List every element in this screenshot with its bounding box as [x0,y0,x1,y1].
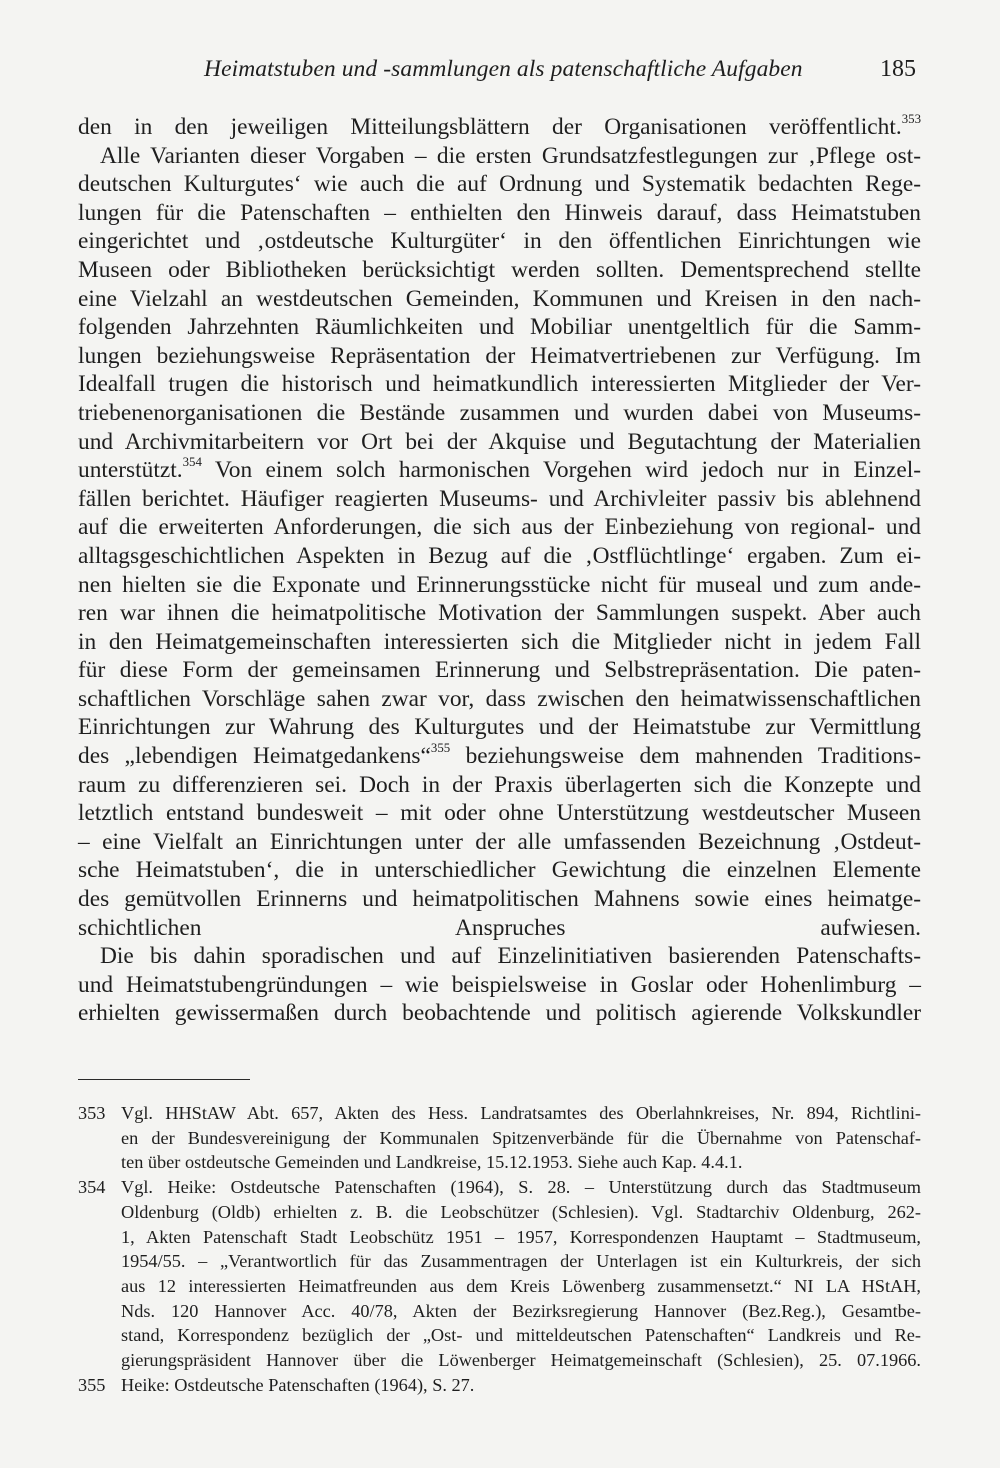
text-line: triebenenorganisationen die Bestände zusammen und wurden dabei von Museums- [78,399,921,426]
paragraph-3 [78,942,921,1028]
footnote-ref-354: 354 [182,454,202,469]
paragraph-2 [78,142,921,943]
footnote-line: ten über ostdeutsche Gemeinden und Landkreise, 15.12.1953. Siehe auch Kap. 4.4.1. [121,1152,743,1173]
text-line: Einrichtungen zur Wahrung des Kulturgutes und der Heimatstube zur Vermittlung [78,714,921,741]
footnote-line: Nds. 120 Hannover Acc. 40/78, Akten der Bezirksregierung Hannover (Bez.Reg.), Gesamtbe- [121,1300,921,1321]
text-line: auf die erweiterten Anforderungen, die sich aus der Einbeziehung von regional- und [78,514,921,541]
text-fragment: des „lebendigen Heimatgedankens“ [78,743,431,770]
text-line: lungen für die Patenschaften – enthielten den Hinweis darauf, dass Heimatstuben [78,199,921,226]
footnote-line: stand, Korrespondenz bezüglich der „Ost- und mitteldeutschen Patenschaften“ Landkreis und Re- [121,1325,921,1346]
text-line: letztlich entstand bundesweit – mit oder ohne Unterstützung westdeutscher Museen [78,800,921,827]
paragraph-1 [78,113,921,142]
text-line: Idealfall trugen die historisch und heimatkundlich interessierten Mitglieder der Ver- [78,371,921,398]
text-line [78,456,921,485]
text-line: folgenden Jahrzehnten Räumlichkeiten und Mobiliar unentgeltlich für die Samm- [78,314,921,341]
text-line: Alle Varianten dieser Vorgaben – die ersten Grundsatzfestlegungen zur ‚Pflege ost- [100,142,921,169]
text-fragment: Von einem solch harmonischen Vorgehen wird jedoch nur in Einzel- [201,457,921,484]
page-header [78,56,922,90]
text-line: erhielten gewissermaßen durch beobachtende und politisch agierende Volkskundler [78,1000,921,1027]
text-line: und Heimatstubengründungen – wie beispielsweise in Goslar oder Hohenlimburg – [78,971,921,998]
footnote-line: aus 12 interessierten Heimatfreunden aus dem Kreis Löwenberg zusammensetzt.“ NI LA HStAH, [121,1275,921,1296]
footnote-ref-353: 353 [901,111,921,126]
text-line: lungen beziehungsweise Repräsentation der Heimatvertriebenen zur Verfügung. Im [78,342,921,369]
text-fragment: beziehungsweise dem mahnenden Traditions- [450,743,921,770]
footnote-number: 355 [78,1374,106,1395]
footnote-353 [78,1101,921,1175]
text-line: und Archivmitarbeitern vor Ort bei der Akquise und Begutachtung der Materialien [78,428,921,455]
text-line: schichtlichen Anspruches aufwiesen. [78,914,921,941]
text-line: – eine Vielfalt an Einrichtungen unter der alle umfassenden Bezeichnung ‚Ostdeut- [78,828,921,855]
text-line: des gemütvollen Erinnerns und heimatpolitischen Mahnens sowie eines heimatge- [78,886,921,913]
footnote-354 [78,1175,921,1373]
text-line: alltagsgeschichtlichen Aspekten in Bezug auf die ‚Ostflüchtlinge‘ ergaben. Zum ei- [78,542,921,569]
footnote-line: 1, Akten Patenschaft Stadt Leobschütz 1951 – 1957, Korrespondenzen Hauptamt – Stadtmuseum, [121,1226,921,1247]
footnote-line: Vgl. Heike: Ostdeutsche Patenschaften (1964), S. 28. – Unterstützung durch das Stadtmuseum [121,1177,921,1198]
footnote-line: Vgl. HHStAW Abt. 657, Akten des Hess. Landratsamtes des Oberlahnkreises, Nr. 894, Richtlini- [121,1103,921,1123]
main-text [78,113,921,1028]
text-line: eine Vielzahl an westdeutschen Gemeinden, Kommunen und Kreisen in den nach- [78,285,921,312]
text-line: für diese Form der gemeinsamen Erinnerung und Selbstrepräsentation. Die paten- [78,657,921,684]
running-head: Heimatstuben und -sammlungen als patenschaftliche Aufgaben [204,56,803,82]
footnotes [78,1101,921,1397]
footnote-line: en der Bundesvereinigung der Kommunalen Spitzenverbände für die Übernahme von Patenschaf- [121,1127,921,1148]
footnote-number: 354 [78,1177,106,1198]
text-line: in den Heimatgemeinschaften interessierten sich die Mitglieder nicht in jedem Fall [78,628,921,655]
footnote-ref-355: 355 [430,740,451,755]
footnote-line: Heike: Ostdeutsche Patenschaften (1964), S. 27. [121,1374,475,1395]
text-line [78,113,921,142]
text-line: fällen berichtet. Häufiger reagierten Museums- und Archivleiter passiv bis ablehnend [78,485,921,512]
footnote-line: 1954/55. – „Verantwortlich für das Zusammentragen der Unterlagen ist ein Kulturkreis, der sich [121,1251,921,1272]
text-line: raum zu differenzieren sei. Doch in der Praxis überlagerten sich die Konzepte und [78,771,921,798]
text-line: eingerichtet und ‚ostdeutsche Kulturgüter‘ in den öffentlichen Einrichtungen wie [78,228,921,255]
text-line: nen hielten sie die Exponate und Erinnerungsstücke nicht für museal und zum ande- [78,571,921,598]
text-line: schaftlichen Vorschläge sahen zwar vor, dass zwischen den heimatwissenschaftlichen [78,685,921,712]
footnote-line: Oldenburg (Oldb) erhielten z. B. die Leobschützer (Schlesien). Vgl. Stadtarchiv Oldenburg, 262- [121,1201,921,1222]
text-line: deutschen Kulturgutes‘ wie auch die auf Ordnung und Systematik bedachten Rege- [78,171,921,198]
page-number: 185 [880,56,916,82]
footnote-355 [78,1373,921,1398]
footnote-number: 353 [78,1103,106,1123]
text-line [78,742,921,771]
text-line: Museen oder Bibliotheken berücksichtigt werden sollten. Dementsprechend stellte [78,256,921,283]
footnote-separator [78,1079,250,1080]
text-line: sche Heimatstuben‘, die in unterschiedlicher Gewichtung die einzelnen Elemente [78,857,921,884]
footnote-line: gierungspräsident Hannover über die Löwenberger Heimatgemeinschaft (Schlesien), 25. 07.1966. [121,1350,921,1371]
text-line: ren war ihnen die heimatpolitische Motivation der Sammlungen suspekt. Aber auch [78,600,921,627]
text-line-content: den in den jeweiligen Mitteilungsblättern der Organisationen veröffentlicht. [78,114,902,140]
text-line: Die bis dahin sporadischen und auf Einzelinitiativen basierenden Patenschafts- [100,943,921,970]
text-fragment: unterstützt. [78,457,183,484]
